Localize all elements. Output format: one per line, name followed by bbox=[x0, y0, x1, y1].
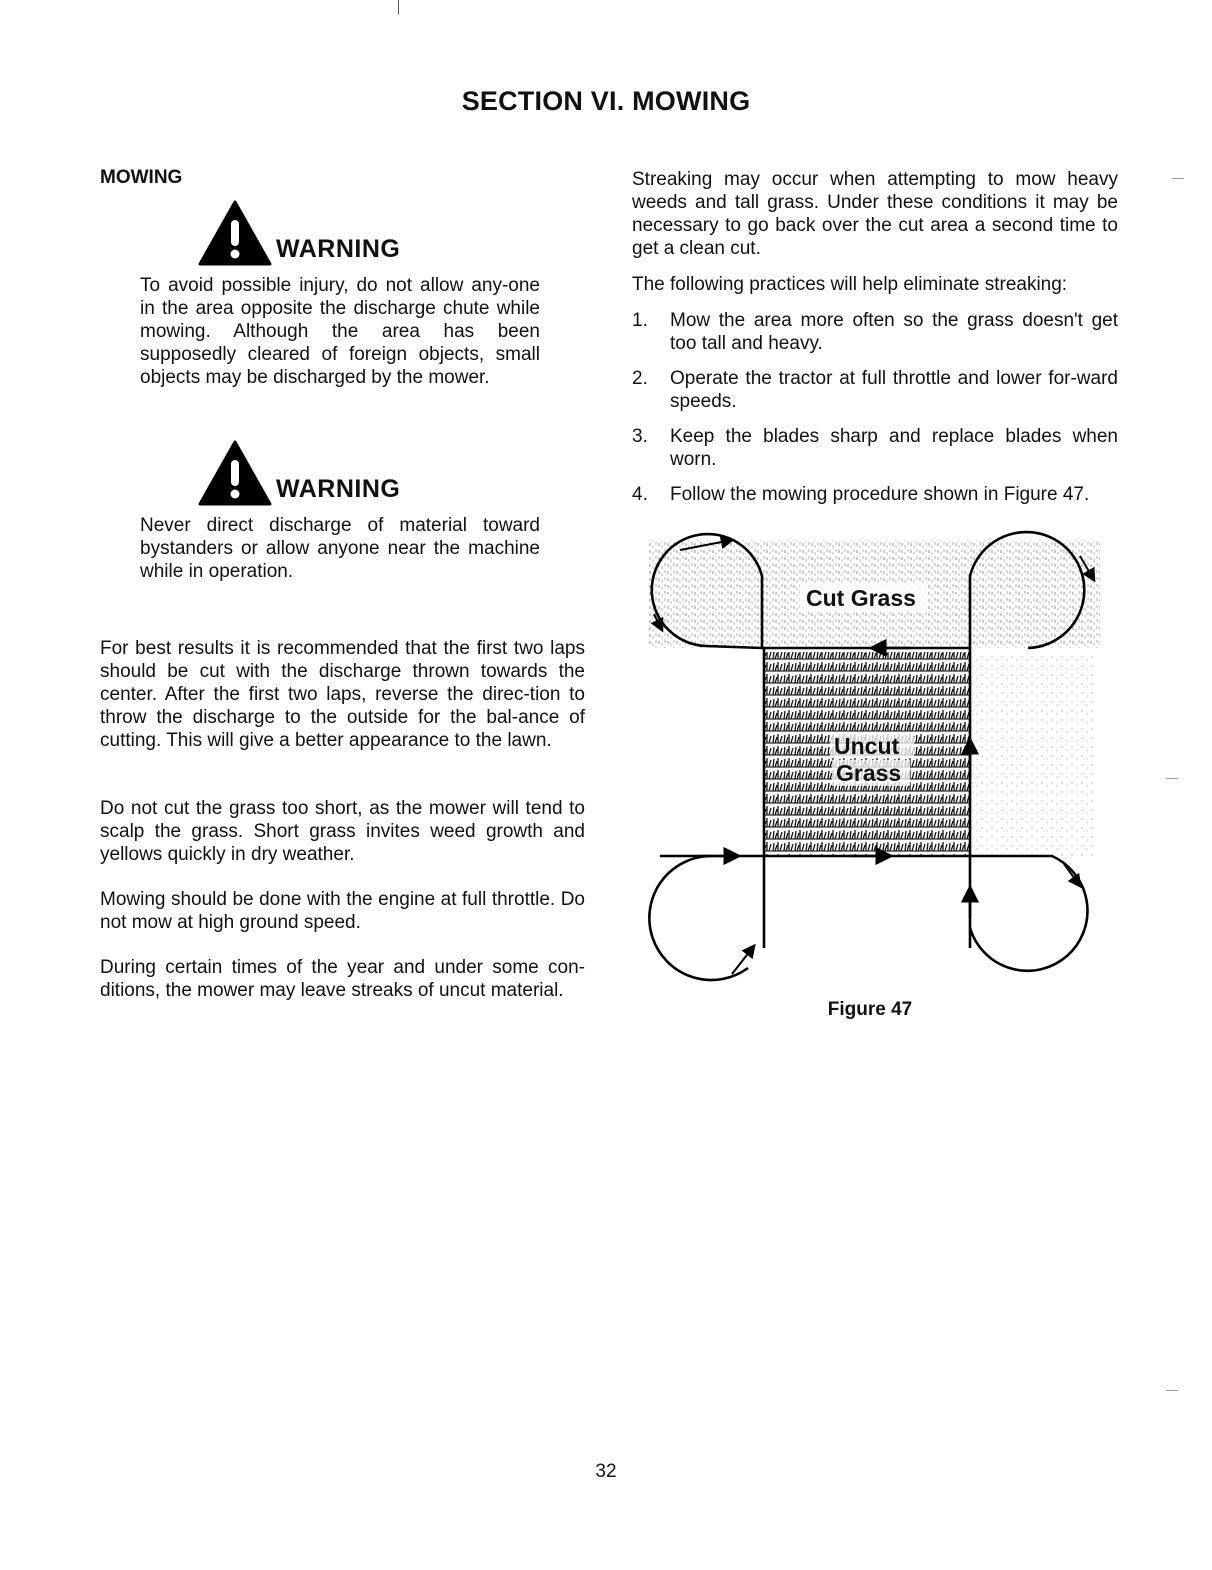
page-number: 32 bbox=[595, 1461, 617, 1482]
step-text: Operate the tractor at full throttle and lower for-ward speeds. bbox=[670, 368, 1118, 412]
list-item bbox=[632, 367, 1118, 413]
warning-triangle-icon bbox=[198, 440, 272, 506]
cut-grass-label: Cut Grass bbox=[806, 585, 916, 611]
grass-label: Grass bbox=[836, 760, 902, 786]
paragraph: Mowing should be done with the engine at full throttle. Do not mow at high ground speed. bbox=[100, 889, 585, 933]
warning-box-2 bbox=[140, 438, 540, 583]
paragraph: Streaking may occur when attempting to mow heavy weeds and tall grass. Under these conditions it may be necessary to go back over the cut area a second time to get a clean cut. bbox=[632, 169, 1118, 259]
warning-box-1 bbox=[140, 198, 540, 389]
paragraph: For best results it is recommended that the first two laps should be cut with the discharge thrown towards the center. After the first two laps, reverse the direc-tion to throw the discharge to the outside for the bal-ance of cutting. This will give a better appearance to the lawn. bbox=[100, 638, 585, 751]
scan-mark bbox=[398, 0, 399, 14]
step-text: Keep the blades sharp and replace blades when worn. bbox=[670, 426, 1118, 470]
step-text: Mow the area more often so the grass doesn't get too tall and heavy. bbox=[670, 310, 1118, 354]
list-item bbox=[632, 309, 1118, 355]
scan-mark bbox=[1166, 778, 1178, 779]
step-number: 3. bbox=[632, 426, 648, 447]
paragraph: During certain times of the year and under some con-ditions, the mower may leave streaks of uncut material. bbox=[100, 957, 585, 1001]
paragraph: Do not cut the grass too short, as the mower will tend to scalp the grass. Short grass invites weed growth and yellows quickly in dry weather. bbox=[100, 798, 585, 865]
cut-grass-side bbox=[972, 652, 1096, 856]
uncut-label: Uncut bbox=[834, 733, 900, 759]
practices-intro: The following practices will help eliminate streaking: bbox=[632, 274, 1068, 295]
figure-caption: Figure 47 bbox=[827, 999, 913, 1020]
scan-mark bbox=[1166, 1390, 1178, 1391]
warning-text: Never direct discharge of material toward bystanders or allow anyone near the machine while in operation. bbox=[140, 515, 540, 582]
list-item bbox=[632, 425, 1118, 471]
list-item bbox=[632, 483, 1118, 506]
warning-label: WARNING bbox=[276, 475, 401, 503]
step-number: 1. bbox=[632, 310, 648, 331]
step-text: Follow the mowing procedure shown in Figure 47. bbox=[670, 484, 1090, 505]
warning-triangle-icon bbox=[198, 200, 272, 266]
mowing-subheading: MOWING bbox=[100, 167, 183, 188]
section-title: SECTION VI. MOWING bbox=[461, 86, 751, 116]
scan-mark bbox=[1172, 178, 1184, 179]
warning-label: WARNING bbox=[276, 235, 401, 263]
mowing-pattern-figure bbox=[640, 528, 1104, 988]
step-number: 2. bbox=[632, 368, 648, 389]
warning-text: To avoid possible injury, do not allow any-one in the area opposite the discharge chute while mowing. Although the area has been supposedly cleared of foreign objects, small objects may be discharged by the mower. bbox=[140, 275, 540, 388]
steps-list bbox=[632, 309, 1118, 518]
step-number: 4. bbox=[632, 484, 648, 505]
